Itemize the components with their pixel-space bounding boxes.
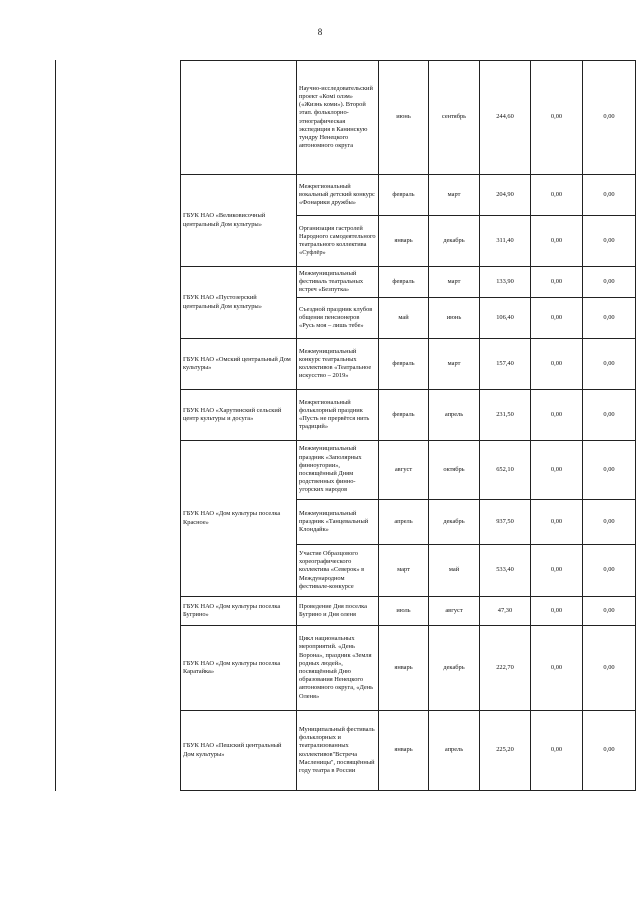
amount-cell: 106,40 xyxy=(480,298,531,339)
amount-cell: 244,60 xyxy=(480,61,531,175)
table-row xyxy=(181,61,636,175)
organization-cell: ГБУК НАО «Дом культуры поселка Каратайка» xyxy=(181,626,297,711)
amount-cell: 133,90 xyxy=(480,267,531,298)
amount-cell-2: 0,00 xyxy=(531,500,583,545)
end-month-cell: октябрь xyxy=(429,441,480,500)
event-cell: Межрегиональный вокальный детский конкурс «Фонарики дружбы» xyxy=(297,175,379,216)
amount-cell-2: 0,00 xyxy=(531,339,583,390)
organization-cell: ГБУК НАО «Харутинский сельский центр культуры и досуга» xyxy=(181,390,297,441)
amount-cell-3: 0,00 xyxy=(583,545,636,597)
amount-cell: 652,10 xyxy=(480,441,531,500)
organization-cell: ГБУК НАО «Великовисочный центральный Дом культуры» xyxy=(181,175,297,267)
amount-cell-3: 0,00 xyxy=(583,500,636,545)
start-month-cell: август xyxy=(379,441,429,500)
amount-cell: 311,40 xyxy=(480,216,531,267)
amount-cell: 231,50 xyxy=(480,390,531,441)
organization-cell: ГБУК НАО «Пешский центральный Дом культуры» xyxy=(181,711,297,791)
end-month-cell: май xyxy=(429,545,480,597)
amount-cell-3: 0,00 xyxy=(583,711,636,791)
event-cell: Межмуниципальный конкурс театральных коллективов «Театральное искусство – 2019» xyxy=(297,339,379,390)
event-cell: Проведение Дня поселка Бугрино и Дня оленя xyxy=(297,597,379,626)
start-month-cell: февраль xyxy=(379,390,429,441)
amount-cell-3: 0,00 xyxy=(583,175,636,216)
amount-cell-3: 0,00 xyxy=(583,339,636,390)
end-month-cell: март xyxy=(429,339,480,390)
amount-cell-2: 0,00 xyxy=(531,626,583,711)
start-month-cell: февраль xyxy=(379,267,429,298)
organization-cell: ГБУК НАО «Дом культуры поселка Бугрино» xyxy=(181,597,297,626)
amount-cell-2: 0,00 xyxy=(531,61,583,175)
end-month-cell: июнь xyxy=(429,298,480,339)
end-month-cell: август xyxy=(429,597,480,626)
table-row xyxy=(181,339,636,390)
table-row xyxy=(181,175,636,216)
event-cell: Межмуниципальный праздник «Танцевальный Клондайк» xyxy=(297,500,379,545)
amount-cell-3: 0,00 xyxy=(583,390,636,441)
amount-cell-2: 0,00 xyxy=(531,298,583,339)
event-cell: Организация гастролей Народного самодеятельного театрального коллектива «Суфлёр» xyxy=(297,216,379,267)
amount-cell-2: 0,00 xyxy=(531,711,583,791)
event-cell: Участие Образцового хореографического коллектива «Северок» в Международном фестивале-конкурсе xyxy=(297,545,379,597)
organization-cell xyxy=(181,61,297,175)
events-table xyxy=(180,60,636,791)
end-month-cell: март xyxy=(429,175,480,216)
amount-cell: 225,20 xyxy=(480,711,531,791)
amount-cell: 937,50 xyxy=(480,500,531,545)
table-row xyxy=(181,626,636,711)
amount-cell: 204,90 xyxy=(480,175,531,216)
event-cell: Межрегиональный фольклорный праздник «Пусть не прервётся нить традиций» xyxy=(297,390,379,441)
amount-cell-2: 0,00 xyxy=(531,597,583,626)
events-table-body xyxy=(181,61,636,791)
organization-cell: ГБУК НАО «Дом культуры поселка Красное» xyxy=(181,441,297,597)
table-row xyxy=(181,597,636,626)
amount-cell: 157,40 xyxy=(480,339,531,390)
event-cell: Межмуниципальный фестиваль театральных встреч «Безпутка» xyxy=(297,267,379,298)
amount-cell-3: 0,00 xyxy=(583,298,636,339)
event-cell: Научно-исследовательский проект «Комі олэм» («Жизнь коми»). Второй этап. фольклорно-этнографическая экспедиция в Канинскую тундру Ненецкого автономного округа xyxy=(297,61,379,175)
start-month-cell: январь xyxy=(379,711,429,791)
table-row xyxy=(181,711,636,791)
start-month-cell: февраль xyxy=(379,175,429,216)
left-margin-line-1 xyxy=(55,60,56,791)
event-cell: Цикл национальных мероприятий. «День Ворона», праздник «Земля родных людей», посвящённый Дню образования Ненецкого автономного округа, «День Оленя» xyxy=(297,626,379,711)
amount-cell: 533,40 xyxy=(480,545,531,597)
start-month-cell: март xyxy=(379,545,429,597)
event-cell: Съездной праздник клубов общения пенсионеров «Русь моя – лишь тебе» xyxy=(297,298,379,339)
start-month-cell: январь xyxy=(379,216,429,267)
amount-cell-2: 0,00 xyxy=(531,267,583,298)
amount-cell-3: 0,00 xyxy=(583,626,636,711)
amount-cell-2: 0,00 xyxy=(531,216,583,267)
amount-cell-3: 0,00 xyxy=(583,597,636,626)
amount-cell-3: 0,00 xyxy=(583,61,636,175)
amount-cell: 47,30 xyxy=(480,597,531,626)
organization-cell: ГБУК НАО «Омский центральный Дом культуры» xyxy=(181,339,297,390)
amount-cell-3: 0,00 xyxy=(583,267,636,298)
table-row xyxy=(181,390,636,441)
amount-cell-2: 0,00 xyxy=(531,545,583,597)
amount-cell-2: 0,00 xyxy=(531,175,583,216)
start-month-cell: апрель xyxy=(379,500,429,545)
end-month-cell: декабрь xyxy=(429,216,480,267)
end-month-cell: апрель xyxy=(429,390,480,441)
event-cell: Муниципальный фестиваль фольклорных и театрализованных коллективов"Встреча Масленицы", посвящённый году театра в России xyxy=(297,711,379,791)
end-month-cell: декабрь xyxy=(429,626,480,711)
amount-cell-2: 0,00 xyxy=(531,390,583,441)
end-month-cell: март xyxy=(429,267,480,298)
amount-cell-2: 0,00 xyxy=(531,441,583,500)
start-month-cell: февраль xyxy=(379,339,429,390)
start-month-cell: июль xyxy=(379,597,429,626)
page-number: 8 xyxy=(317,27,323,37)
end-month-cell: сентябрь xyxy=(429,61,480,175)
start-month-cell: январь xyxy=(379,626,429,711)
organization-cell: ГБУК НАО «Пустозерский центральный Дом культуры» xyxy=(181,267,297,339)
event-cell: Межмуниципальный праздник «Заполярных финноугории», посвящённый Дням родственных финно-угорских народов xyxy=(297,441,379,500)
amount-cell-3: 0,00 xyxy=(583,441,636,500)
end-month-cell: апрель xyxy=(429,711,480,791)
table-row xyxy=(181,441,636,500)
start-month-cell: июнь xyxy=(379,61,429,175)
end-month-cell: декабрь xyxy=(429,500,480,545)
start-month-cell: май xyxy=(379,298,429,339)
amount-cell: 222,70 xyxy=(480,626,531,711)
amount-cell-3: 0,00 xyxy=(583,216,636,267)
table-row xyxy=(181,267,636,298)
